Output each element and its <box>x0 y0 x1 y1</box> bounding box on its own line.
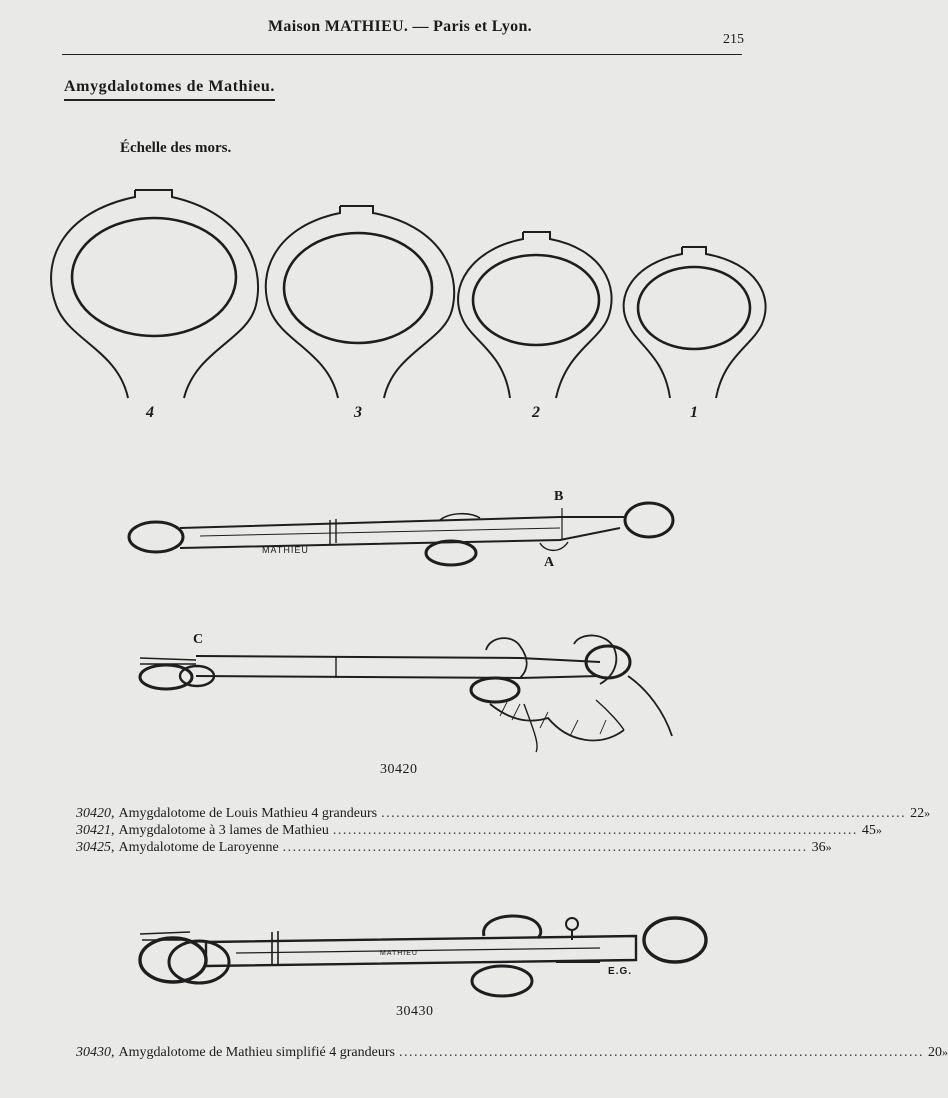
instrument-30430 <box>140 916 706 996</box>
jaw-label-4: 4 <box>146 404 154 421</box>
jaw-size-4 <box>51 190 258 398</box>
page-number: 215 <box>723 32 744 47</box>
price-list-2 <box>76 1045 948 1062</box>
jaw-label-1: 1 <box>690 404 698 421</box>
item-description: Amygdalotome de Mathieu simplifié 4 grandeurs <box>118 1045 395 1060</box>
engraving-mathieu: MATHIEU <box>262 545 309 555</box>
catalog-number: 30430 <box>76 1045 111 1060</box>
item-description: Amygdalotome à 3 lames de Mathieu <box>118 823 329 838</box>
item-price: 45 <box>861 823 876 838</box>
item-description: Amydalotome de Laroyenne <box>118 840 279 855</box>
item-price: 36 <box>811 840 826 855</box>
jaw-size-3 <box>266 206 454 398</box>
catalog-number: 30421 <box>76 823 111 838</box>
jaw-size-1 <box>624 247 766 398</box>
price-unit: » <box>924 806 931 820</box>
price-unit: » <box>941 1045 948 1059</box>
jaw-label-2: 2 <box>532 404 540 421</box>
item-description: Amygdalotome de Louis Mathieu 4 grandeurs <box>118 806 378 821</box>
section-title: Amygdalotomes de Mathieu. <box>64 78 275 101</box>
instrument-30420-closed <box>129 503 673 565</box>
mark-a: A <box>544 555 555 570</box>
jaw-label-3: 3 <box>354 404 362 421</box>
price-list-1 <box>76 806 931 857</box>
page-header-title: Maison MATHIEU. — Paris et Lyon. <box>268 18 532 35</box>
mark-c: C <box>193 632 204 647</box>
price-row: 30420 , Amygdalotome de Louis Mathieu 4 grandeurs ......................................................................................................... 22 » <box>76 806 931 821</box>
figure-caption-30430: 30430 <box>396 1004 434 1019</box>
price-row: 30430 , Amygdalotome de Mathieu simplifié 4 grandeurs ......................................................................................................... 20 » <box>76 1045 948 1060</box>
price-row: 30425 , Amydalotome de Laroyenne ......................................................................................................... 36 » <box>76 840 832 855</box>
price-unit: » <box>875 823 882 837</box>
catalog-number: 30425 <box>76 840 111 855</box>
item-price: 22 <box>910 806 925 821</box>
mark-b: B <box>554 489 564 504</box>
catalog-number: 30420 <box>76 806 111 821</box>
dot-leader: ......................................................................................................... <box>332 823 858 838</box>
dot-leader: ......................................................................................................... <box>381 806 907 821</box>
dot-leader: ......................................................................................................... <box>398 1045 924 1060</box>
item-price: 20 <box>927 1045 942 1060</box>
jaw-size-2 <box>458 232 612 398</box>
engraving-mathieu-30430: MATHIEU <box>380 950 418 957</box>
figure-caption-30420: 30420 <box>380 762 418 777</box>
jaw-scale-title: Échelle des mors. <box>120 140 232 156</box>
dot-leader: ......................................................................................................... <box>282 840 808 855</box>
price-row: 30421 , Amygdalotome à 3 lames de Mathieu ......................................................................................................... 45 » <box>76 823 882 838</box>
maker-mark: E.G. <box>608 966 633 977</box>
instrument-30420-in-hand <box>140 635 672 752</box>
price-unit: » <box>825 840 832 854</box>
